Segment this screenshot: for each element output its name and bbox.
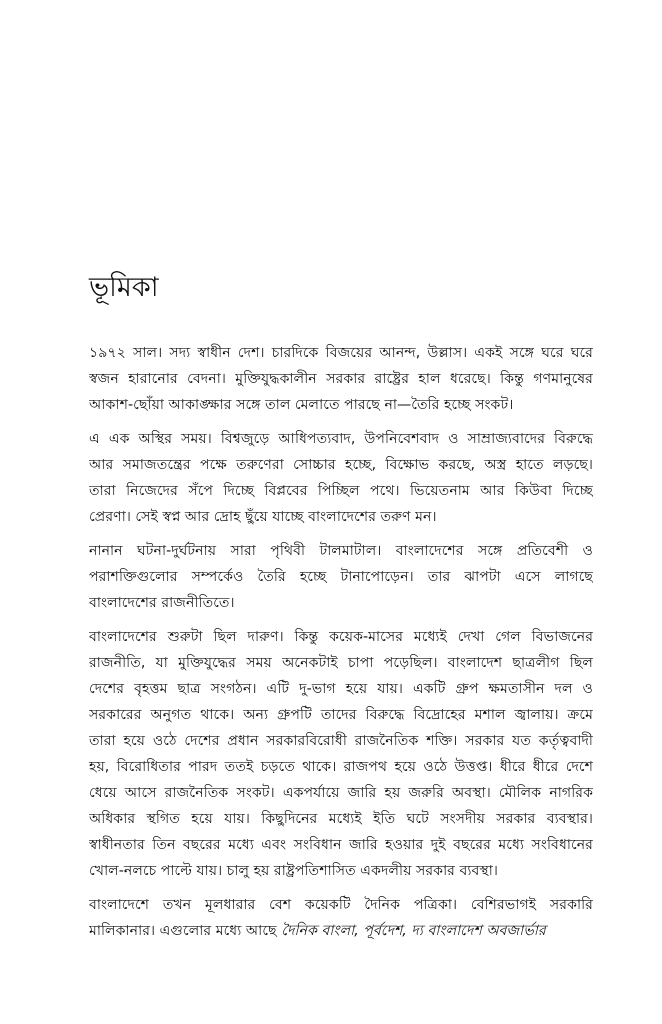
text-line: বাংলাদেশে তখন মূলধারার বেশ কয়েকটি দৈনিক পত্রিকা। বেশিরভাগই সরকারি bbox=[89, 897, 593, 913]
text-line: খোল-নলচে পাল্টে যায়। চালু হয় রাষ্ট্রপতিশাসিত একদলীয় সরকার ব্যবস্থা। bbox=[89, 863, 498, 879]
text-line: বাংলাদেশের রাজনীতিতে। bbox=[89, 595, 235, 611]
text-segment: মালিকানার। এগুলোর মধ্যে আছে bbox=[89, 923, 282, 939]
newspaper-names: দৈনিক বাংলা, পূর্বদেশ, দ্য বাংলাদেশ অবজার্ভার bbox=[281, 923, 546, 939]
chapter-body bbox=[89, 340, 593, 952]
text-line: এ এক অস্থির সময়। বিশ্বজুড়ে আধিপত্যবাদ, উপনিবেশবাদ ও সাম্রাজ্যবাদের বিরুদ্ধে bbox=[89, 431, 593, 447]
text-line: তারা হয়ে ওঠে দেশের প্রধান সরকারবিরোধী রাজনৈতিক শক্তি। সরকার যত কর্তৃত্ববাদী bbox=[89, 733, 593, 749]
text-line: বাংলাদেশের শুরুটা ছিল দারুণ। কিন্তু কয়েক-মাসের মধ্যেই দেখা গেল বিভাজনের bbox=[89, 629, 593, 645]
text-line: প্রেরণা। সেই স্বপ্ন আর দ্রোহ ছুঁয়ে যাচ্ছে বাংলাদেশের তরুণ মন। bbox=[89, 509, 437, 525]
text-line: স্বজন হারানোর বেদনা। মুক্তিযুদ্ধকালীন সরকার রাষ্ট্রের হাল ধরেছে। কিন্তু গণমানুষের bbox=[89, 371, 593, 387]
text-line: হয়, বিরোধিতার পারদ ততই চড়তে থাকে। রাজপথ হয়ে ওঠে উত্তপ্ত। ধীরে ধীরে দেশে bbox=[89, 759, 593, 775]
text-line: তারা নিজেদের সঁপে দিচ্ছে বিপ্লবের পিচ্ছিল পথে। ভিয়েতনাম আর কিউবা দিচ্ছে bbox=[89, 483, 593, 499]
text-line: আকাশ-ছোঁয়া আকাঙ্ক্ষার সঙ্গে তাল মেলাতে পারছে না—তৈরি হচ্ছে সংকট। bbox=[89, 397, 514, 413]
text-line: স্বাধীনতার তিন বছরের মধ্যে এবং সংবিধান জারি হওয়ার দুই বছরের মধ্যে সংবিধানের bbox=[89, 837, 593, 853]
paragraph-4 bbox=[89, 624, 593, 884]
text-line: রাজনীতি, যা মুক্তিযুদ্ধের সময় অনেকটাই চাপা পড়েছিল। বাংলাদেশ ছাত্রলীগ ছিল bbox=[89, 655, 593, 671]
text-line: সরকারের অনুগত থাকে। অন্য গ্রুপটি তাদের বিরুদ্ধে বিদ্রোহের মশাল জ্বালায়। ক্রমে bbox=[89, 707, 593, 723]
paragraph-1 bbox=[89, 340, 593, 418]
text-line: আর সমাজতন্ত্রের পক্ষে তরুণেরা সোচ্চার হচ্ছে, বিক্ষোভ করছে, অস্ত্র হাতে লড়ছে। bbox=[89, 457, 593, 473]
text-line: নানান ঘটনা-দুর্ঘটনায় সারা পৃথিবী টালমাটাল। বাংলাদেশের সঙ্গে প্রতিবেশী ও bbox=[89, 543, 593, 559]
paragraph-2 bbox=[89, 426, 593, 530]
text-line: অধিকার স্থগিত হয়ে যায়। কিছুদিনের মধ্যেই ইতি ঘটে সংসদীয় সরকার ব্যবস্থার। bbox=[89, 811, 593, 827]
paragraph-5 bbox=[89, 892, 593, 944]
text-line: ধেয়ে আসে রাজনৈতিক সংকট। একপর্যায়ে জারি হয় জরুরি অবস্থা। মৌলিক নাগরিক bbox=[89, 785, 593, 801]
paragraph-3 bbox=[89, 538, 593, 616]
text-line: ১৯৭২ সাল। সদ্য স্বাধীন দেশ। চারদিকে বিজয়ের আনন্দ, উল্লাস। একই সঙ্গে ঘরে ঘরে bbox=[89, 345, 593, 361]
book-page bbox=[89, 0, 593, 1024]
text-line: দেশের বৃহত্তম ছাত্র সংগঠন। এটি দু-ভাগ হয়ে যায়। একটি গ্রুপ ক্ষমতাসীন দল ও bbox=[89, 681, 593, 697]
text-line: পরাশক্তিগুলোর সম্পর্কেও তৈরি হচ্ছে টানাপোড়েন। তার ঝাপটা এসে লাগছে bbox=[89, 569, 593, 585]
chapter-title: ভূমিকা bbox=[89, 272, 159, 303]
text-line-mixed bbox=[89, 918, 593, 944]
